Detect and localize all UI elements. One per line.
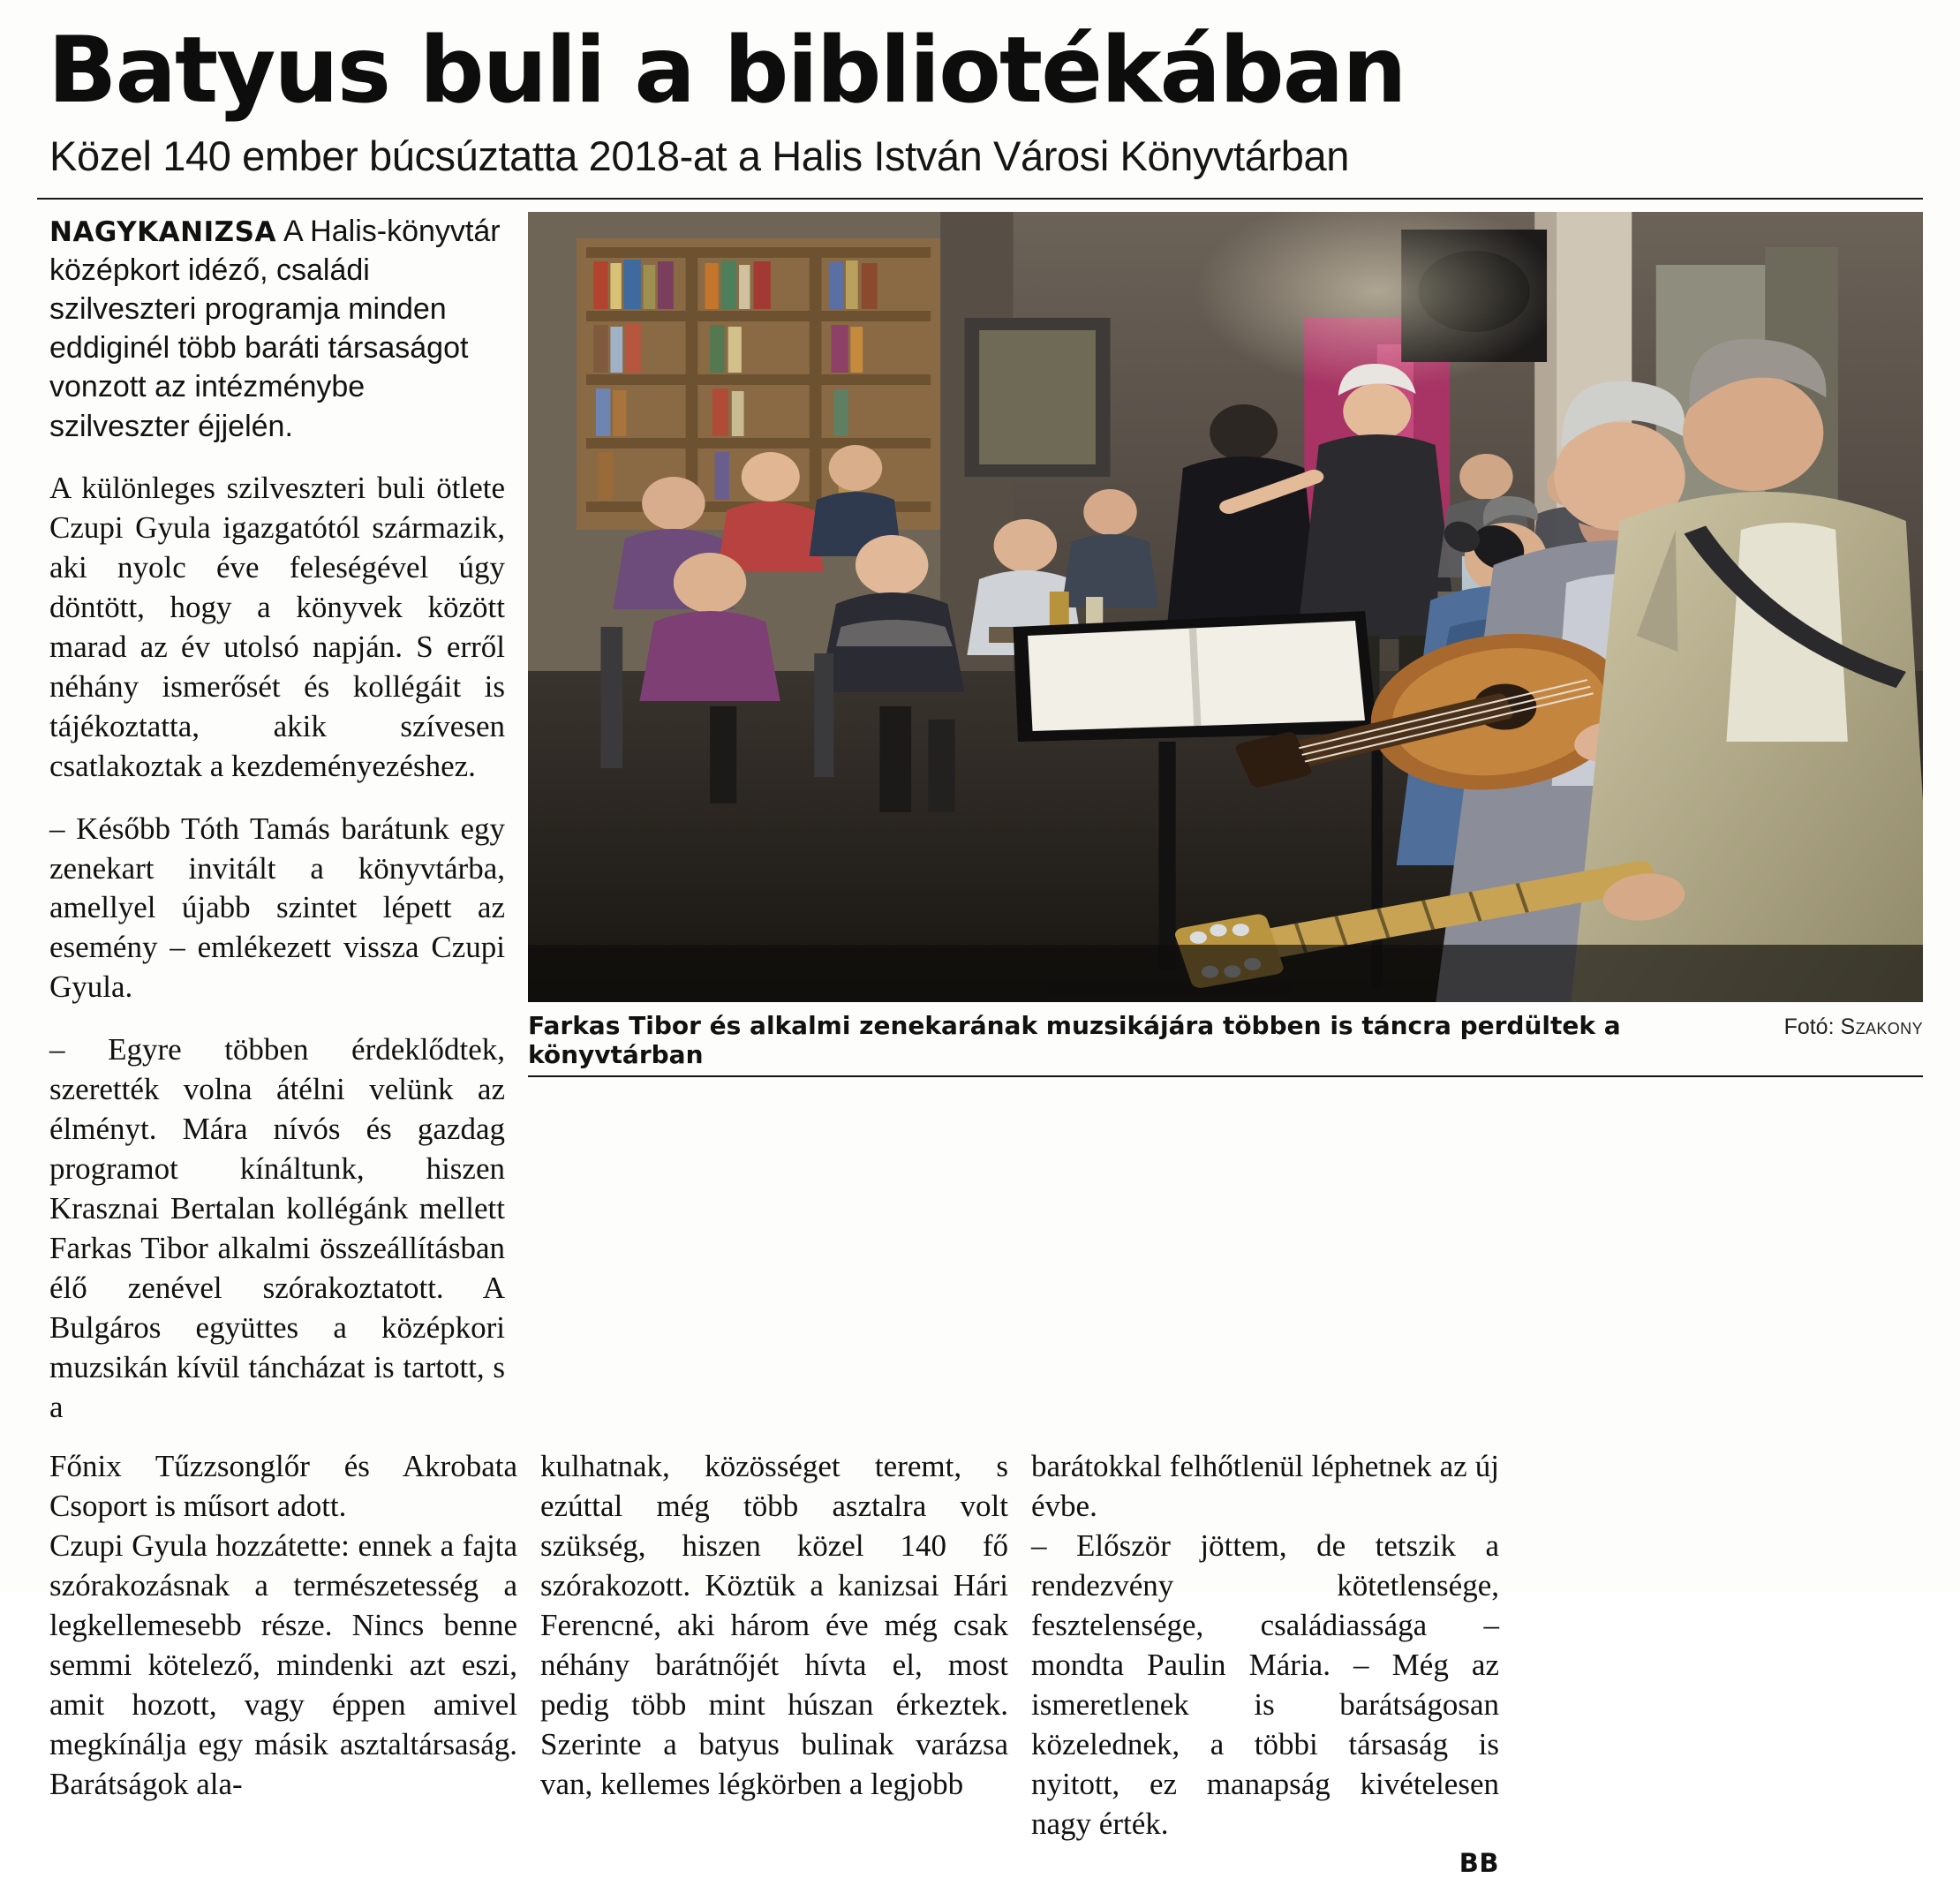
- caption-credit-label: Fotó:: [1783, 1014, 1835, 1039]
- body-paragraph: Czupi Gyula hozzátette: ennek a fajta szórakozásnak a természetesség a legkellemesebb része. Nincs benne semmi kötelező, mindenki azt eszi, amit hozott, vagy éppen amivel megkínálja egy másik asztaltársaság. Barátságok ala-: [49, 1528, 517, 1801]
- lead-column: [37, 212, 505, 1428]
- caption-text: Farkas Tibor és alkalmi zenekarának muzsikájára többen is táncra perdültek a könyvtárban: [528, 1010, 1621, 1070]
- page-subtitle: Közel 140 ember búcsúztatta 2018-at a Halis István Városi Könyvtárban: [49, 132, 1350, 180]
- body-paragraph: – Először jöttem, de tetszik a rendezvény kötetlensége, fesztelensége, családiassága – mondta Paulin Mária. – Még az ismeretlenek is barátságosan közelednek, a többi társaság is nyitott, ez manapság kivételesen nagy érték.: [1031, 1528, 1499, 1841]
- body-paragraph: barátokkal felhőtlenül léphetnek az új évbe.: [1031, 1449, 1499, 1524]
- article-column-2: [49, 1447, 517, 1878]
- photo-caption: [528, 1011, 1923, 1077]
- upper-section: [37, 212, 1923, 1428]
- dateline: NAGYKANIZSA: [49, 215, 276, 248]
- lead-paragraph: [49, 212, 505, 446]
- body-paragraph: Főnix Tűzzsonglőr és Akrobata Csoport is műsort adott.: [49, 1449, 517, 1524]
- body-paragraph: – Később Tóth Tamás barátunk egy zenekart invitált a könyvtárba, amellyel újabb szintet lépett az esemény – emlékezett vissza Czupi Gyula.: [49, 811, 505, 1005]
- caption-credit-name: Szakony: [1840, 1014, 1923, 1039]
- page-title: Batyus buli a bibliotékában: [48, 18, 1406, 124]
- article-body-columns: [37, 1447, 1923, 1878]
- concert-in-library-photo: [528, 212, 1923, 1002]
- header-divider: [37, 198, 1923, 200]
- lead-text: A Halis-könyvtár középkort idéző, családi szilveszteri programja minden eddiginél több baráti társaságot vonzott az intézménybe szilveszter éjjelén.: [49, 214, 501, 443]
- body-paragraph: A különleges szilveszteri buli ötlete Czupi Gyula igazgatótól származik, aki nyolc éve feleségével úgy döntött, hogy a könyvek között marad az év utolsó napján. S erről néhány ismerősét és kollégáit is tájékoztatta, akik szívesen csatlakoztak a kezdeményezéshez.: [49, 470, 505, 783]
- author-signature: BB: [1459, 1847, 1499, 1878]
- article-column-4: [1031, 1447, 1499, 1878]
- photo-column: [528, 212, 1923, 1428]
- body-paragraph: – Egyre többen érdeklődtek, szerették volna átélni velünk az élményt. Mára nívós és gazdag programot kínáltunk, hiszen Krasznai Bertalan kollégánk mellett Farkas Tibor alkalmi összeállításban élő zenével szórakoztatott. A Bulgáros együttes a középkori muzsikán kívül táncházat is tartott, s a: [49, 1032, 505, 1425]
- body-paragraph: kulhatnak, közösséget teremt, s ezúttal még több asztalra volt szükség, hiszen közel 140 fő szórakozott. Köztük a kanizsai Hári Ferencné, aki három éve még csak néhány barátnőjét hívta el, most pedig több mint húszan érkeztek. Szerinte a batyus bulinak varázsa van, kellemes légkörben a legjobb: [540, 1449, 1008, 1801]
- caption-credit: [1784, 1014, 1923, 1040]
- article-column-3: [540, 1447, 1008, 1878]
